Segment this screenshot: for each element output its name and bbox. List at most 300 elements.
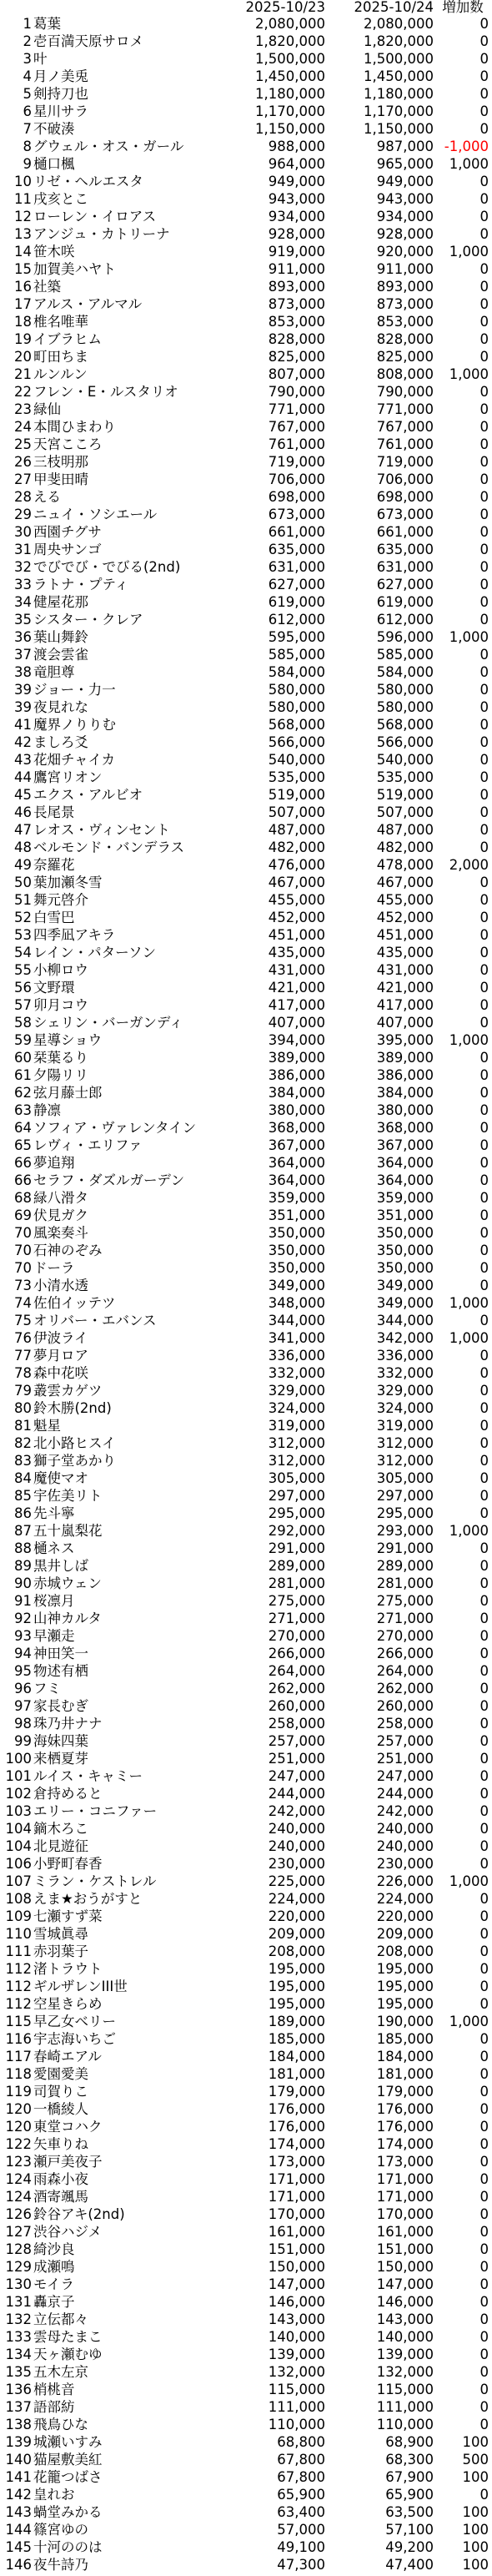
table-row bbox=[0, 1031, 492, 1049]
count-2025-10-24-cell: 195,000 bbox=[376, 1961, 434, 1977]
count-2025-10-23-cell: 266,000 bbox=[268, 1646, 325, 1661]
rank-cell: 3 bbox=[23, 51, 32, 67]
name-cell: 宇志海いちご bbox=[33, 2031, 116, 2047]
count-2025-10-23-cell: 964,000 bbox=[268, 156, 325, 172]
count-2025-10-24-cell: 184,000 bbox=[376, 2049, 434, 2064]
table-row bbox=[0, 1207, 492, 1224]
table-row bbox=[0, 576, 492, 593]
increase-cell: 0 bbox=[479, 1085, 489, 1101]
increase-cell: 0 bbox=[479, 839, 489, 855]
name-cell: レオス・ヴィンセント bbox=[33, 822, 170, 838]
rank-cell: 140 bbox=[5, 2452, 32, 2468]
count-2025-10-23-cell: 435,000 bbox=[268, 945, 325, 960]
rank-cell: 63 bbox=[14, 1102, 32, 1118]
table-row bbox=[0, 856, 492, 874]
table-row bbox=[0, 541, 492, 558]
table-row bbox=[0, 2416, 492, 2433]
increase-cell: 0 bbox=[479, 1628, 489, 1644]
table-row bbox=[0, 1294, 492, 1312]
table-row bbox=[0, 1557, 492, 1575]
count-2025-10-24-cell: 1,450,000 bbox=[364, 68, 434, 84]
count-2025-10-24-cell: 247,000 bbox=[376, 1768, 434, 1784]
count-2025-10-23-cell: 706,000 bbox=[268, 471, 325, 487]
name-cell: ジョー・力一 bbox=[33, 682, 116, 698]
table-row bbox=[0, 1329, 492, 1347]
count-2025-10-23-cell: 580,000 bbox=[268, 699, 325, 715]
rank-cell: 57 bbox=[14, 997, 32, 1013]
count-2025-10-24-cell: 242,000 bbox=[376, 1803, 434, 1819]
count-2025-10-23-cell: 349,000 bbox=[268, 1278, 325, 1293]
name-cell: 桜凛月 bbox=[33, 1593, 75, 1609]
increase-cell: 100 bbox=[462, 2557, 489, 2573]
name-cell: 赤城ウェン bbox=[33, 1575, 102, 1591]
increase-cell: 0 bbox=[479, 1260, 489, 1276]
count-2025-10-23-cell: 928,000 bbox=[268, 226, 325, 242]
rank-cell: 128 bbox=[5, 2241, 32, 2257]
rank-cell: 50 bbox=[14, 875, 32, 890]
count-2025-10-23-cell: 264,000 bbox=[268, 1663, 325, 1679]
count-2025-10-23-cell: 260,000 bbox=[268, 1698, 325, 1714]
increase-cell: 0 bbox=[479, 1908, 489, 1924]
rank-cell: 80 bbox=[14, 1400, 32, 1416]
table-row bbox=[0, 2030, 492, 2048]
table-row bbox=[0, 593, 492, 611]
increase-cell: 0 bbox=[479, 1943, 489, 1959]
table-row bbox=[0, 1312, 492, 1329]
increase-cell: 0 bbox=[479, 542, 489, 557]
name-cell: 鷹宮リオン bbox=[33, 769, 103, 785]
count-2025-10-24-cell: 580,000 bbox=[376, 682, 434, 698]
table-row bbox=[0, 173, 492, 190]
increase-cell: 0 bbox=[479, 1365, 489, 1381]
name-cell: ソフィア・ヴァレンタイン bbox=[33, 1120, 197, 1136]
name-cell: 梢桃音 bbox=[33, 2382, 75, 2397]
name-cell: ドーラ bbox=[33, 1260, 75, 1276]
count-2025-10-24-cell: 151,000 bbox=[376, 2241, 434, 2257]
increase-cell: 0 bbox=[479, 612, 489, 628]
name-cell: 花籠つばさ bbox=[33, 2469, 103, 2485]
count-2025-10-24-cell: 478,000 bbox=[376, 857, 434, 873]
count-2025-10-24-cell: 65,900 bbox=[385, 2487, 434, 2503]
name-cell: 綺沙良 bbox=[33, 2241, 75, 2257]
increase-cell: 0 bbox=[479, 1120, 489, 1136]
increase-cell: 1,000 bbox=[449, 1523, 489, 1539]
increase-cell: 0 bbox=[479, 2224, 489, 2240]
increase-cell: 0 bbox=[479, 875, 489, 890]
name-cell: 健屋花那 bbox=[33, 594, 88, 610]
count-2025-10-23-cell: 566,000 bbox=[268, 734, 325, 750]
count-2025-10-24-cell: 185,000 bbox=[376, 2031, 434, 2047]
name-cell: 皇れお bbox=[33, 2487, 75, 2503]
count-2025-10-23-cell: 467,000 bbox=[268, 875, 325, 890]
count-2025-10-24-cell: 289,000 bbox=[376, 1558, 434, 1574]
name-cell: 葛葉 bbox=[33, 16, 61, 32]
table-row bbox=[0, 1645, 492, 1662]
count-2025-10-24-cell: 140,000 bbox=[376, 2329, 434, 2345]
increase-cell: 1,000 bbox=[449, 366, 489, 382]
count-2025-10-23-cell: 63,400 bbox=[277, 2504, 325, 2520]
rank-cell: 21 bbox=[14, 366, 32, 382]
count-2025-10-23-cell: 150,000 bbox=[268, 2259, 325, 2275]
name-cell: ルイス・キャミー bbox=[33, 1768, 143, 1784]
increase-cell: 0 bbox=[479, 1979, 489, 1994]
count-2025-10-23-cell: 631,000 bbox=[268, 559, 325, 575]
count-2025-10-23-cell: 344,000 bbox=[268, 1313, 325, 1328]
name-cell: 鈴谷アキ(2nd) bbox=[33, 2206, 125, 2222]
rank-cell: 138 bbox=[5, 2417, 32, 2432]
count-2025-10-23-cell: 380,000 bbox=[268, 1102, 325, 1118]
rank-cell: 136 bbox=[5, 2382, 32, 2397]
table-row bbox=[0, 821, 492, 839]
name-cell: 一橋綾人 bbox=[33, 2101, 88, 2117]
rank-cell: 100 bbox=[5, 1751, 32, 1767]
count-2025-10-24-cell: 467,000 bbox=[376, 875, 434, 890]
rank-cell: 1 bbox=[23, 16, 32, 32]
increase-cell: 0 bbox=[479, 2049, 489, 2064]
name-cell: 周央サンゴ bbox=[33, 542, 102, 557]
table-row bbox=[0, 365, 492, 383]
table-row bbox=[0, 1101, 492, 1119]
table-header bbox=[0, 0, 492, 15]
rank-cell: 29 bbox=[14, 507, 32, 522]
increase-cell: 0 bbox=[479, 1751, 489, 1767]
rank-cell: 39 bbox=[14, 699, 32, 715]
rank-cell: 49 bbox=[14, 857, 32, 873]
count-2025-10-24-cell: 673,000 bbox=[376, 507, 434, 522]
name-cell: レイン・パターソン bbox=[33, 945, 157, 960]
rank-cell: 2 bbox=[23, 33, 32, 49]
table-row bbox=[0, 1943, 492, 1960]
table-row bbox=[0, 1119, 492, 1137]
name-cell: セラフ・ダズルガーデン bbox=[33, 1172, 185, 1188]
rank-cell: 10 bbox=[14, 174, 32, 189]
increase-cell: 0 bbox=[479, 507, 489, 522]
count-2025-10-23-cell: 242,000 bbox=[268, 1803, 325, 1819]
name-cell: 樋ネス bbox=[33, 1540, 75, 1556]
count-2025-10-24-cell: 329,000 bbox=[376, 1383, 434, 1399]
name-cell: 天宮こころ bbox=[33, 436, 103, 452]
table-row bbox=[0, 874, 492, 891]
table-row bbox=[0, 243, 492, 260]
count-2025-10-24-cell: 825,000 bbox=[376, 349, 434, 365]
table-row bbox=[0, 85, 492, 103]
count-2025-10-23-cell: 2,080,000 bbox=[255, 16, 325, 32]
table-row bbox=[0, 1154, 492, 1172]
count-2025-10-24-cell: 57,100 bbox=[385, 2522, 434, 2538]
count-2025-10-24-cell: 540,000 bbox=[376, 752, 434, 768]
rank-cell: 130 bbox=[5, 2276, 32, 2292]
increase-cell: 0 bbox=[479, 577, 489, 592]
count-2025-10-24-cell: 344,000 bbox=[376, 1313, 434, 1328]
rank-cell: 103 bbox=[5, 1803, 32, 1819]
count-2025-10-23-cell: 68,800 bbox=[277, 2434, 325, 2450]
count-2025-10-24-cell: 934,000 bbox=[376, 209, 434, 224]
count-2025-10-23-cell: 585,000 bbox=[268, 647, 325, 663]
table-row bbox=[0, 2556, 492, 2573]
count-2025-10-23-cell: 893,000 bbox=[268, 279, 325, 295]
increase-cell: 0 bbox=[479, 945, 489, 960]
name-cell: 剣持刀也 bbox=[33, 86, 88, 102]
rank-cell: 87 bbox=[14, 1523, 32, 1539]
count-2025-10-23-cell: 807,000 bbox=[268, 366, 325, 382]
rank-cell: 89 bbox=[14, 1558, 32, 1574]
table-row bbox=[0, 2503, 492, 2521]
count-2025-10-24-cell: 417,000 bbox=[376, 997, 434, 1013]
name-cell: フレン・E・ルスタリオ bbox=[33, 384, 178, 400]
increase-cell: 0 bbox=[479, 1488, 489, 1504]
name-cell: 家長むぎ bbox=[33, 1698, 88, 1714]
table-row bbox=[0, 2205, 492, 2223]
table-row bbox=[0, 2153, 492, 2170]
table-row bbox=[0, 436, 492, 453]
count-2025-10-23-cell: 535,000 bbox=[268, 769, 325, 785]
increase-cell: 0 bbox=[479, 682, 489, 698]
table-row bbox=[0, 1697, 492, 1715]
count-2025-10-23-cell: 244,000 bbox=[268, 1786, 325, 1802]
rank-cell: 14 bbox=[14, 244, 32, 260]
increase-cell: 0 bbox=[479, 121, 489, 137]
count-2025-10-24-cell: 49,200 bbox=[385, 2539, 434, 2555]
increase-cell: 0 bbox=[479, 1891, 489, 1907]
increase-cell: 0 bbox=[479, 699, 489, 715]
count-2025-10-24-cell: 251,000 bbox=[376, 1751, 434, 1767]
increase-cell: 0 bbox=[479, 1786, 489, 1802]
rank-cell: 120 bbox=[5, 2101, 32, 2117]
increase-cell: 0 bbox=[479, 752, 489, 768]
table-row bbox=[0, 663, 492, 681]
count-2025-10-23-cell: 195,000 bbox=[268, 1979, 325, 1994]
table-row bbox=[0, 295, 492, 313]
name-cell: 早乙女ベリー bbox=[33, 2014, 116, 2029]
rank-cell: 19 bbox=[14, 331, 32, 347]
count-2025-10-24-cell: 266,000 bbox=[376, 1646, 434, 1661]
count-2025-10-24-cell: 1,150,000 bbox=[364, 121, 434, 137]
count-2025-10-23-cell: 185,000 bbox=[268, 2031, 325, 2047]
count-2025-10-24-cell: 257,000 bbox=[376, 1733, 434, 1749]
increase-cell: 100 bbox=[462, 2434, 489, 2450]
count-2025-10-23-cell: 761,000 bbox=[268, 436, 325, 452]
count-2025-10-23-cell: 111,000 bbox=[268, 2399, 325, 2415]
table-row bbox=[0, 278, 492, 295]
count-2025-10-24-cell: 174,000 bbox=[376, 2136, 434, 2152]
table-row bbox=[0, 611, 492, 628]
count-2025-10-24-cell: 761,000 bbox=[376, 436, 434, 452]
increase-cell: 0 bbox=[479, 1313, 489, 1328]
name-cell: 渋谷ハジメ bbox=[33, 2224, 103, 2240]
count-2025-10-24-cell: 627,000 bbox=[376, 577, 434, 592]
table-row bbox=[0, 155, 492, 173]
header-row bbox=[0, 0, 492, 15]
name-cell: 笹木咲 bbox=[33, 244, 75, 260]
increase-cell: 0 bbox=[479, 226, 489, 242]
count-2025-10-23-cell: 719,000 bbox=[268, 454, 325, 470]
count-2025-10-23-cell: 519,000 bbox=[268, 787, 325, 803]
count-2025-10-23-cell: 1,170,000 bbox=[255, 103, 325, 119]
table-row bbox=[0, 891, 492, 909]
increase-cell: 0 bbox=[479, 1575, 489, 1591]
table-row bbox=[0, 698, 492, 716]
count-2025-10-23-cell: 341,000 bbox=[268, 1330, 325, 1346]
count-2025-10-24-cell: 173,000 bbox=[376, 2154, 434, 2170]
table-row bbox=[0, 1364, 492, 1382]
table-row bbox=[0, 733, 492, 751]
table-row bbox=[0, 1732, 492, 1750]
name-cell: 東堂コハク bbox=[33, 2119, 103, 2135]
table-row bbox=[0, 1049, 492, 1066]
rank-cell: 126 bbox=[5, 2206, 32, 2222]
table-row bbox=[0, 1189, 492, 1207]
increase-cell: 0 bbox=[479, 1611, 489, 1626]
increase-cell: 0 bbox=[479, 1558, 489, 1574]
name-cell: 夢月ロア bbox=[33, 1348, 88, 1364]
count-2025-10-24-cell: 312,000 bbox=[376, 1453, 434, 1469]
table-row bbox=[0, 2188, 492, 2205]
count-2025-10-23-cell: 853,000 bbox=[268, 314, 325, 330]
count-2025-10-24-cell: 68,900 bbox=[385, 2434, 434, 2450]
count-2025-10-23-cell: 431,000 bbox=[268, 962, 325, 978]
table-row bbox=[0, 2398, 492, 2416]
count-2025-10-23-cell: 208,000 bbox=[268, 1943, 325, 1959]
name-cell: 矢車りね bbox=[33, 2136, 88, 2152]
count-2025-10-24-cell: 132,000 bbox=[376, 2364, 434, 2380]
increase-cell: 0 bbox=[479, 734, 489, 750]
name-cell: 伏見ガク bbox=[33, 1207, 88, 1223]
count-2025-10-23-cell: 332,000 bbox=[268, 1365, 325, 1381]
rank-cell: 79 bbox=[14, 1383, 32, 1399]
count-2025-10-24-cell: 790,000 bbox=[376, 384, 434, 400]
increase-cell: 1,000 bbox=[449, 1295, 489, 1311]
name-cell: 神田笑一 bbox=[33, 1646, 88, 1661]
count-2025-10-24-cell: 519,000 bbox=[376, 787, 434, 803]
name-cell: 海妹四葉 bbox=[33, 1733, 88, 1749]
rank-cell: 52 bbox=[14, 910, 32, 925]
rank-cell: 91 bbox=[14, 1593, 32, 1609]
count-2025-10-23-cell: 292,000 bbox=[268, 1523, 325, 1539]
rank-cell: 104 bbox=[5, 1838, 32, 1854]
count-2025-10-24-cell: 719,000 bbox=[376, 454, 434, 470]
rank-cell: 75 bbox=[14, 1313, 32, 1328]
table-row bbox=[0, 1347, 492, 1364]
count-2025-10-23-cell: 1,500,000 bbox=[255, 51, 325, 67]
count-2025-10-24-cell: 208,000 bbox=[376, 1943, 434, 1959]
rank-cell: 4 bbox=[23, 68, 32, 84]
table-row bbox=[0, 1382, 492, 1399]
table-row bbox=[0, 1172, 492, 1189]
name-cell: フミ bbox=[33, 1681, 61, 1696]
name-cell: 白雪巴 bbox=[33, 910, 75, 925]
table-row bbox=[0, 1452, 492, 1469]
count-2025-10-23-cell: 132,000 bbox=[268, 2364, 325, 2380]
count-2025-10-23-cell: 384,000 bbox=[268, 1085, 325, 1101]
table-row bbox=[0, 1680, 492, 1697]
name-cell: 黒井しば bbox=[33, 1558, 88, 1574]
count-2025-10-24-cell: 619,000 bbox=[376, 594, 434, 610]
count-2025-10-23-cell: 1,450,000 bbox=[255, 68, 325, 84]
increase-cell: 0 bbox=[479, 1698, 489, 1714]
increase-cell: 0 bbox=[479, 2119, 489, 2135]
rank-cell: 119 bbox=[5, 2084, 32, 2100]
name-cell: レヴィ・エリファ bbox=[33, 1137, 143, 1153]
count-2025-10-23-cell: 584,000 bbox=[268, 664, 325, 680]
name-cell: 珠乃井ナナ bbox=[33, 1716, 103, 1732]
name-cell: アルス・アルマル bbox=[33, 296, 143, 312]
table-row bbox=[0, 1066, 492, 1084]
count-2025-10-24-cell: 407,000 bbox=[376, 1015, 434, 1031]
count-2025-10-24-cell: 147,000 bbox=[376, 2276, 434, 2292]
table-row bbox=[0, 2100, 492, 2118]
name-cell: 三枝明那 bbox=[33, 454, 88, 470]
count-2025-10-23-cell: 364,000 bbox=[268, 1172, 325, 1188]
name-cell: ルンルン bbox=[33, 366, 88, 382]
name-cell: 緑仙 bbox=[33, 401, 61, 417]
table-row bbox=[0, 2241, 492, 2258]
rank-cell: 51 bbox=[14, 892, 32, 908]
name-cell: 舞元啓介 bbox=[33, 892, 88, 908]
count-2025-10-23-cell: 698,000 bbox=[268, 489, 325, 505]
count-2025-10-23-cell: 195,000 bbox=[268, 1961, 325, 1977]
count-2025-10-24-cell: 364,000 bbox=[376, 1172, 434, 1188]
count-2025-10-24-cell: 260,000 bbox=[376, 1698, 434, 1714]
count-2025-10-23-cell: 350,000 bbox=[268, 1225, 325, 1241]
increase-cell: 0 bbox=[479, 1803, 489, 1819]
rank-cell: 81 bbox=[14, 1418, 32, 1434]
table-row bbox=[0, 2433, 492, 2451]
table-row bbox=[0, 2135, 492, 2153]
name-cell: 七瀬すず菜 bbox=[33, 1908, 103, 1924]
name-cell: 渚トラウト bbox=[33, 1961, 103, 1977]
count-2025-10-24-cell: 181,000 bbox=[376, 2066, 434, 2082]
count-2025-10-24-cell: 47,400 bbox=[385, 2557, 434, 2573]
count-2025-10-23-cell: 389,000 bbox=[268, 1050, 325, 1066]
count-2025-10-24-cell: 295,000 bbox=[376, 1505, 434, 1521]
count-2025-10-24-cell: 171,000 bbox=[376, 2171, 434, 2187]
rank-cell: 20 bbox=[14, 349, 32, 365]
count-2025-10-23-cell: 417,000 bbox=[268, 997, 325, 1013]
count-2025-10-23-cell: 297,000 bbox=[268, 1488, 325, 1504]
count-2025-10-23-cell: 189,000 bbox=[268, 2014, 325, 2029]
count-2025-10-24-cell: 767,000 bbox=[376, 419, 434, 435]
table-row bbox=[0, 418, 492, 436]
count-2025-10-23-cell: 452,000 bbox=[268, 910, 325, 925]
increase-cell: 0 bbox=[479, 910, 489, 925]
rank-cell: 88 bbox=[14, 1540, 32, 1556]
increase-cell: 0 bbox=[479, 1838, 489, 1854]
increase-cell: 0 bbox=[479, 51, 489, 67]
count-2025-10-23-cell: 257,000 bbox=[268, 1733, 325, 1749]
count-2025-10-24-cell: 949,000 bbox=[376, 174, 434, 189]
count-2025-10-23-cell: 1,820,000 bbox=[255, 33, 325, 49]
count-2025-10-24-cell: 312,000 bbox=[376, 1435, 434, 1451]
rank-cell: 6 bbox=[23, 103, 32, 119]
count-2025-10-23-cell: 143,000 bbox=[268, 2311, 325, 2327]
name-cell: 魁星 bbox=[33, 1418, 61, 1434]
rank-cell: 31 bbox=[14, 542, 32, 557]
count-2025-10-23-cell: 919,000 bbox=[268, 244, 325, 260]
table-row bbox=[0, 1802, 492, 1820]
count-2025-10-23-cell: 179,000 bbox=[268, 2084, 325, 2100]
rank-cell: 45 bbox=[14, 787, 32, 803]
increase-cell: 0 bbox=[479, 1067, 489, 1083]
table-row bbox=[0, 225, 492, 243]
name-cell: ギルザレンIII世 bbox=[33, 1979, 128, 1994]
increase-cell: 0 bbox=[479, 2031, 489, 2047]
count-2025-10-24-cell: 349,000 bbox=[376, 1295, 434, 1311]
count-2025-10-23-cell: 319,000 bbox=[268, 1418, 325, 1434]
name-cell: 空星きらめ bbox=[33, 1996, 103, 2012]
rank-cell: 112 bbox=[5, 1996, 32, 2012]
table-row bbox=[0, 1224, 492, 1242]
count-2025-10-23-cell: 988,000 bbox=[268, 139, 325, 154]
